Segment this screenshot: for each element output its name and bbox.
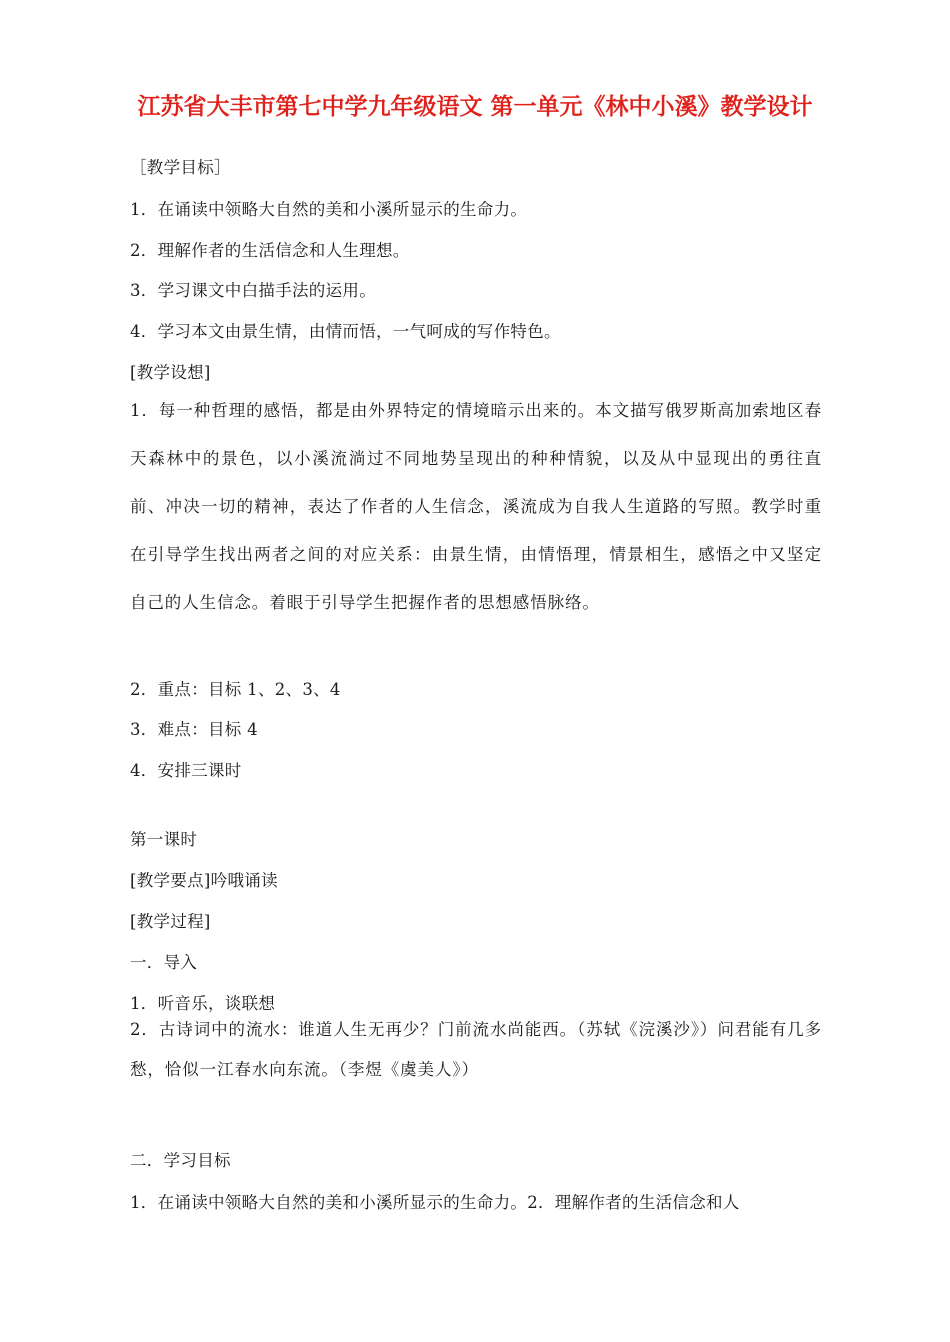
goal-item: 2．理解作者的生活信念和人生理想。 xyxy=(130,241,410,260)
process-heading: [教学过程] xyxy=(130,912,211,931)
lesson-title: 第一课时 xyxy=(130,830,198,849)
design-item: 3．难点：目标 4 xyxy=(130,720,258,739)
key-points: [教学要点]吟哦诵读 xyxy=(130,871,278,890)
goals-heading: ［教学目标］ xyxy=(130,158,231,177)
design-heading: [教学设想] xyxy=(130,363,211,382)
design-item: 2．重点：目标 1、2、3、4 xyxy=(130,680,341,699)
design-paragraph: 1．每一种哲理的感悟，都是由外界特定的情境暗示出来的。本文描写俄罗斯高加索地区春天森林中的景色，以小溪流淌过不同地势呈现出的种种情貌，以及从中显现出的勇往直前、冲决一切的精神，表达了作者的人生信念，溪流成为自我人生道路的写照。教学时重在引导学生找出两者之间的对应关系：由景生情，由情悟理，情景相生，感悟之中又坚定自己的人生信念。着眼于引导学生把握作者的思想感悟脉络。 xyxy=(130,401,822,612)
design-item: 4．安排三课时 xyxy=(130,761,242,780)
section-heading: 二．学习目标 xyxy=(130,1151,231,1170)
goal-item: 3．学习课文中白描手法的运用。 xyxy=(130,281,376,300)
document-title: 江苏省大丰市第七中学九年级语文 第一单元《林中小溪》教学设计 xyxy=(137,94,813,120)
intro-item: 2．古诗词中的流水：谁道人生无再少？门前流水尚能西。（苏轼《浣溪沙》）问君能有几多愁，恰似一江春水向东流。（李煜《虞美人》） xyxy=(130,1020,822,1079)
goal-item: 4．学习本文由景生情，由情而悟，一气呵成的写作特色。 xyxy=(130,322,561,341)
goal-item: 1．在诵读中领略大自然的美和小溪所显示的生命力。 xyxy=(130,200,528,219)
objectives-line: 1．在诵读中领略大自然的美和小溪所显示的生命力。2．理解作者的生活信念和人 xyxy=(130,1193,740,1212)
intro-item: 1．听音乐，谈联想 xyxy=(130,994,276,1013)
section-heading: 一．导入 xyxy=(130,953,198,972)
